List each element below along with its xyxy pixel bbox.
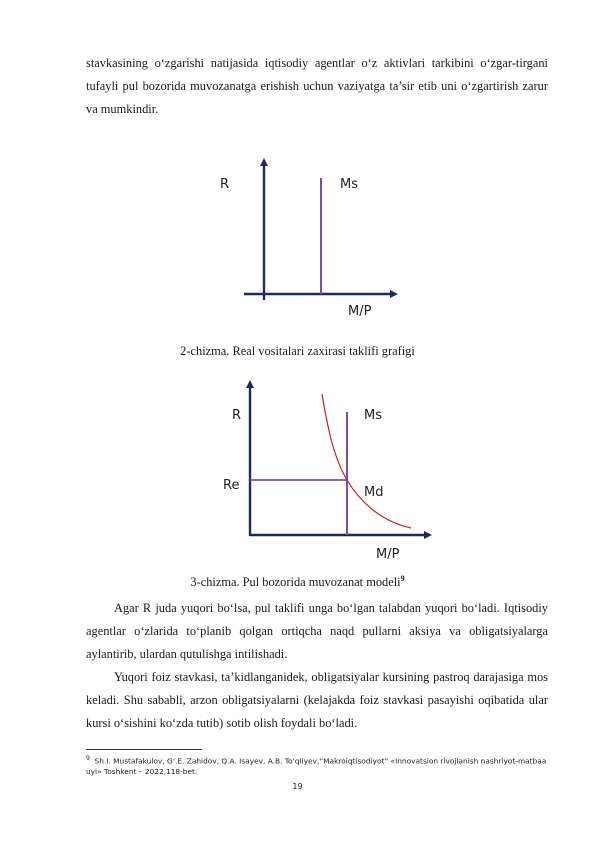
y-axis-arrow xyxy=(260,158,268,166)
y-axis-arrow xyxy=(246,380,254,388)
demand-label: Md xyxy=(364,485,384,500)
supply-label: Ms xyxy=(364,408,382,423)
intro-paragraph: stavkasining o‘zgarishi natijasida iqtisodiy agentlar o‘z aktivlari tarkibini o‘zgar-tirgani tufayli pul bozorida muvozanatga erishish uchun vaziyatga ta’sir etib uni o‘zgartirish zarur va mumkindir. xyxy=(86,56,548,116)
figure-2-money-supply-graph xyxy=(200,150,420,325)
footnote-divider xyxy=(86,749,202,750)
supply-label: Ms xyxy=(340,177,358,192)
page-number: 19 xyxy=(292,782,303,791)
equilibrium-rate-label: Re xyxy=(223,478,240,493)
x-axis-arrow xyxy=(390,290,398,298)
figure-2-caption: 2-chizma. Real vositalari zaxirasi taklifi grafigi xyxy=(180,344,415,358)
paragraph-1: Agar R juda yuqori bo‘lsa, pul taklifi unga bo‘lgan talabdan yuqori bo‘ladi. Iqtisodiy agentlar o‘zlarida to‘planib qolgan ortiqcha naqd pullarni aksiya va obligatsiyalarga aylantirib, ulardan qutulishga intilishadi. xyxy=(86,601,548,661)
figure-3-caption-text: 3-chizma. Pul bozorida muvozanat modeli xyxy=(190,575,401,590)
paragraph-2: Yuqori foiz stavkasi, ta’kidlanganidek, obligatsiyalar kursining pastroq darajasiga mos keladi. Shu sababli, arzon obligatsiyalarni (kelajakda foiz stavkasi pasayishi oqibatida ular kursi o‘sishini ko‘zda tutib) sotib olish foydali bo‘ladi. xyxy=(86,670,548,730)
footnote-text: Sh.I. Mustafakulov, G‘.E. Zahidov, Q.A. Isayev, A.B. To‘qliyev,”Makroiqtisodiyot” «Innovatsion rivojlanish nashriyot-matbaa uyi» Toshkent – 2022,118-bet. xyxy=(86,756,547,777)
figure-3-caption xyxy=(0,571,595,590)
y-axis-label: R xyxy=(232,408,242,423)
footnote-ref: 9 xyxy=(400,574,405,583)
y-axis-label: R xyxy=(220,177,230,192)
figure-3-money-market-graph xyxy=(200,372,440,562)
footnote-number: 9 xyxy=(86,755,90,762)
footnote xyxy=(86,753,556,777)
x-axis-label: M/P xyxy=(376,547,400,562)
x-axis-arrow xyxy=(424,531,432,539)
x-axis-label: M/P xyxy=(348,304,372,319)
